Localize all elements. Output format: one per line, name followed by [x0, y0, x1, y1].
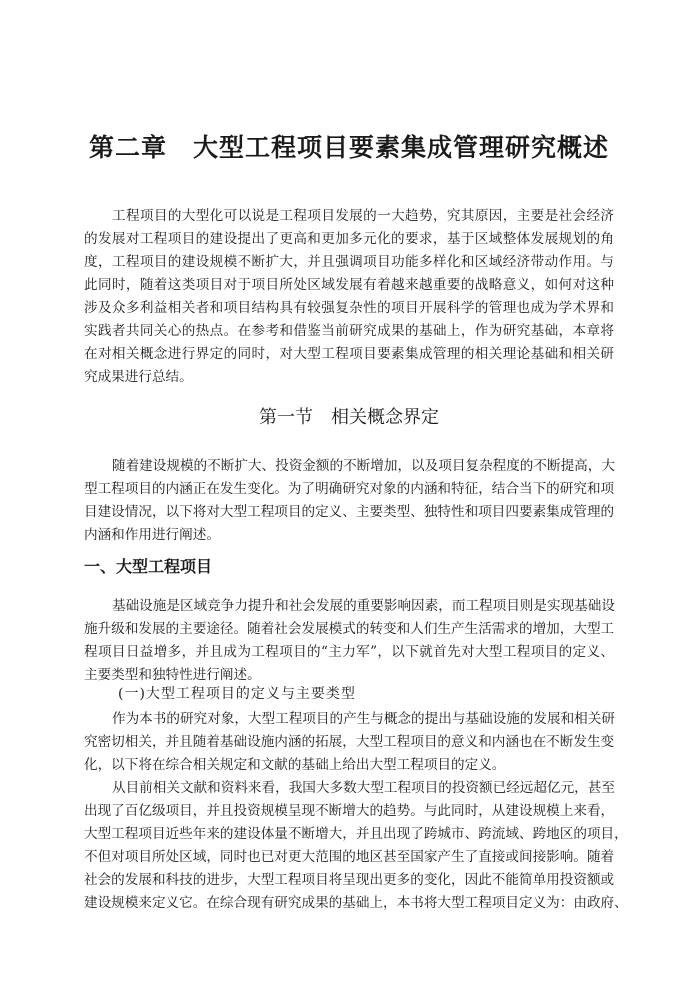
text-line: 大型工程项目近些年来的建设体量不断增大，并且出现了跨城市、跨流域、跨地区的项目， — [84, 826, 628, 842]
text-line: 作为本书的研究对象，大型工程项目的产生与概念的提出与基础设施的发展和相关研 — [112, 711, 615, 727]
text-line: 施升级和发展的主要途径。随着社会发展模式的转变和人们生产生活需求的增加，大型工 — [84, 621, 615, 637]
text-line: 涉及众多利益相关者和项目结构具有较强复杂性的项目开展科学的管理也成为学术界和 — [84, 300, 614, 316]
text-line: 社会的发展和科技的进步，大型工程项目将呈现出更多的变化，因此不能简单用投资额或 — [84, 872, 615, 888]
text-line: 基础设施是区域竞争力提升和社会发展的重要影响因素，而工程项目则是实现基础设 — [112, 598, 615, 614]
subheading-definition-types: (一)大型工程项目的定义与主要类型 — [118, 686, 356, 702]
text-line: 此同时，随着这类项目对于项目所处区域发展有着越来越重要的战略意义，如何对这种 — [84, 277, 614, 293]
text-line: 实践者共同关心的热点。在参考和借鉴当前研究成果的基础上，作为研究基础，本章将 — [84, 323, 614, 339]
text-line: 的发展对工程项目的建设提出了更高和更加多元化的要求，基于区域整体发展规划的角 — [84, 231, 614, 247]
text-line: 从目前相关文献和资料来看，我国大多数大型工程项目的投资额已经远超亿元，甚至 — [112, 780, 615, 796]
text-line: 型工程项目的内涵正在发生变化。为了明确研究对象的内涵和特征，结合当下的研究和项 — [84, 481, 615, 497]
text-line: 不但对项目所处区域，同时也已对更大范围的地区甚至国家产生了直接或间接影响。随着 — [84, 849, 615, 865]
text-line: 在对相关概念进行界定的同时，对大型工程项目要素集成管理的相关理论基础和相关研 — [84, 346, 614, 362]
text-line: 工程项目的大型化可以说是工程项目发展的一大趋势，究其原因，主要是社会经济 — [112, 208, 614, 224]
scale-paragraph — [84, 777, 628, 915]
heading-large-projects: 一、大型工程项目 — [84, 557, 213, 576]
text-line: 目建设情况，以下将对大型工程项目的定义、主要类型、独特性和项目四要素集成管理的 — [84, 504, 615, 520]
section-intro-paragraph — [84, 455, 614, 547]
definition-paragraph — [84, 708, 614, 777]
text-line: 建设规模来定义它。在综合现有研究成果的基础上，本书将大型工程项目定义为：由政府、 — [84, 895, 628, 911]
text-line: 程项目日益增多，并且成为工程项目的“主力军”，以下就首先对大型工程项目的定义、 — [84, 644, 614, 660]
section-title: 第一节 相关概念界定 — [259, 407, 439, 428]
heading-1-paragraph — [84, 595, 614, 687]
text-line: 出现了百亿级项目，并且投资规模呈现不断增大的趋势。与此同时，从建设规模上来看， — [84, 803, 615, 819]
text-line: 主要类型和独特性进行阐述。 — [84, 667, 261, 683]
text-line: 化，以下将在综合相关规定和文献的基础上给出大型工程项目的定义。 — [84, 757, 506, 773]
text-line: 随着建设规模的不断扩大、投资金额的不断增加，以及项目复杂程度的不断提高，大 — [112, 458, 615, 474]
text-line: 究成果进行总结。 — [84, 369, 193, 385]
chapter-title: 第二章 大型工程项目要素集成管理研究概述 — [88, 133, 609, 162]
intro-paragraph — [84, 205, 614, 389]
text-line: 内涵和作用进行阐述。 — [84, 527, 220, 543]
text-line: 度，工程项目的建设规模不断扩大，并且强调项目功能多样化和区域经济带动作用。与 — [84, 254, 614, 270]
text-line: 究密切相关，并且随着基础设施内涵的拓展，大型工程项目的意义和内涵也在不断发生变 — [84, 734, 615, 750]
